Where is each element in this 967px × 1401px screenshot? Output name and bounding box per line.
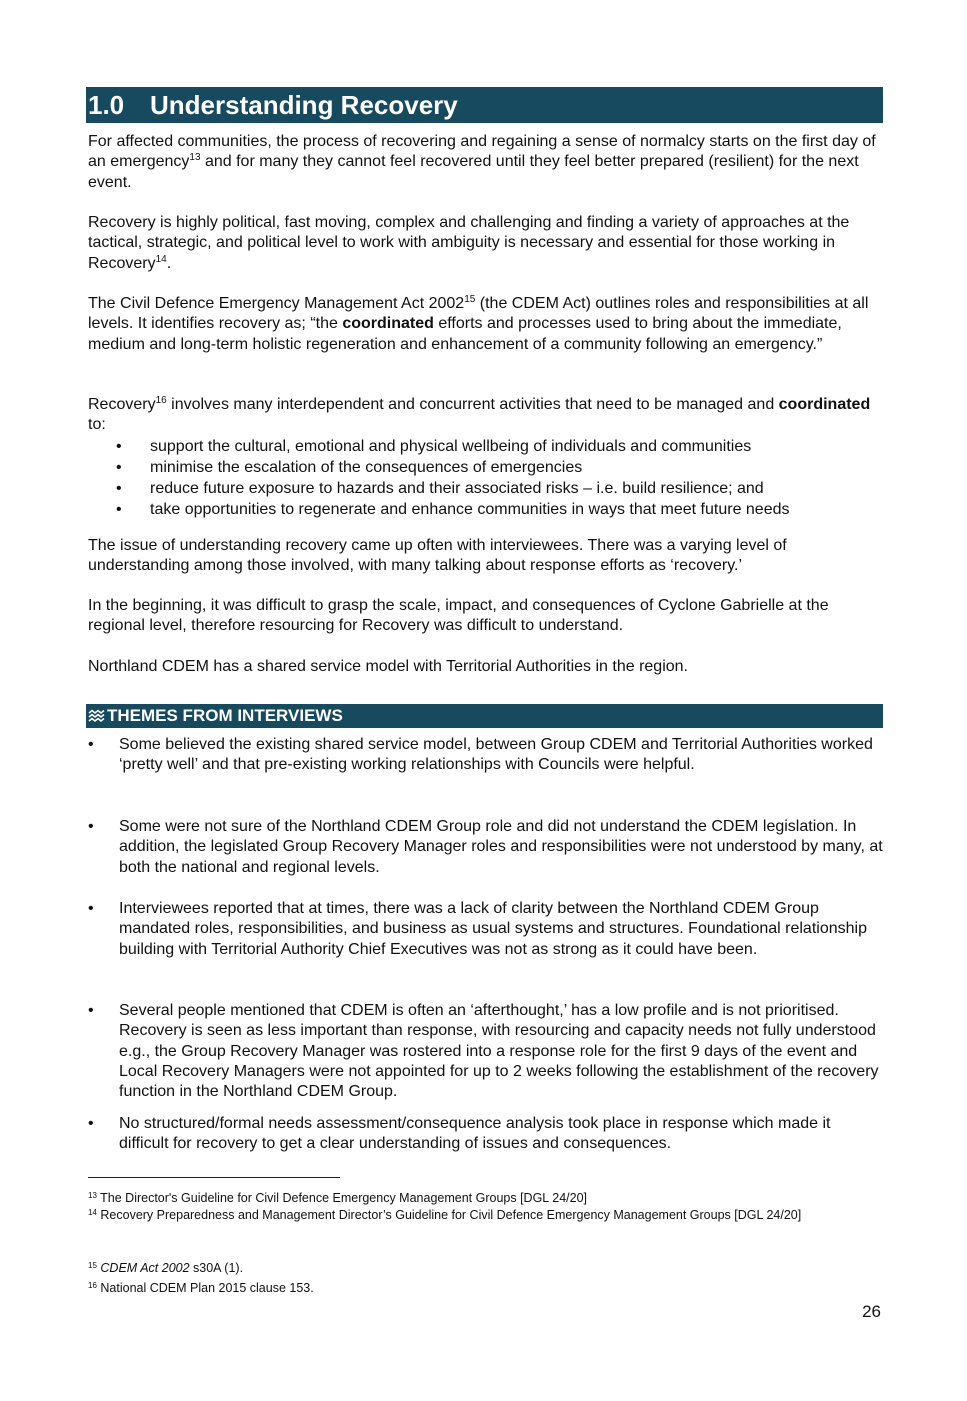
- footnote-divider: [88, 1177, 340, 1178]
- section-number: 1.0: [88, 90, 125, 120]
- themes-list: [88, 1114, 883, 1155]
- intro-paragraph-7: Northland CDEM has a shared service model with Territorial Authorities in the region.: [88, 658, 688, 675]
- footnote-13: $^{13}$ The Director's Guideline for Civil Defence Emergency Management Groups [DGL 24/20]: [88, 1191, 588, 1205]
- intro-paragraph-1: For affected communities, the process of recovering and regaining a sense of normalcy starts on the first day of an emergency$^{13}$ and for many they cannot feel recovered until they feel better prepared (resilient) for the next event.: [88, 133, 876, 191]
- list-item: • Several people mentioned that CDEM is often an ‘afterthought,’ has a low profile and is not prioritised. Recovery is seen as less important than response, with resourcing and capacity needs not fully understood e.g., the Group Recovery Manager was rostered into a response role for the first 9 days of the event and Local Recovery Managers were not appointed for up to 2 weeks following the establishment of the recovery function in the Northland CDEM Group.: [88, 1001, 883, 1102]
- themes-list: [88, 817, 883, 878]
- page-number: 26: [862, 1302, 881, 1321]
- list-item: • support the cultural, emotional and physical wellbeing of individuals and communities: [88, 436, 883, 457]
- waves-icon: [88, 709, 106, 723]
- themes-list: [88, 899, 883, 960]
- recovery-activities-list: [88, 436, 883, 520]
- section-heading: [86, 87, 883, 123]
- themes-heading: [86, 704, 883, 728]
- themes-title: THEMES FROM INTERVIEWS: [107, 706, 343, 725]
- intro-paragraph-3: The Civil Defence Emergency Management Act 2002$^{15}$ (the CDEM Act) outlines roles and responsibilities at all levels. It identifies recovery as; “the coordinated efforts and processes used to bring about the immediate, medium and long-term holistic regeneration and enhancement of a community following an emergency.”: [88, 294, 869, 353]
- list-item: • Interviewees reported that at times, there was a lack of clarity between the Northland CDEM Group mandated roles, responsibilities, and business as usual systems and structures. Foundational relationship building with Territorial Authority Chief Executives was not as strong as it could have been.: [88, 899, 883, 960]
- list-item: • No structured/formal needs assessment/consequence analysis took place in response which made it difficult for recovery to get a clear understanding of issues and consequences.: [88, 1114, 883, 1155]
- footnote-ref-13[interactable]: 13: [189, 152, 201, 164]
- themes-list: [88, 735, 883, 776]
- list-item: • Some were not sure of the Northland CDEM Group role and did not understand the CDEM legislation. In addition, the legislated Group Recovery Manager roles and responsibilities were not understood by many, at both the national and regional levels.: [88, 817, 883, 878]
- footnote-ref-16[interactable]: 16: [155, 395, 167, 406]
- section-title: Understanding Recovery: [150, 90, 458, 120]
- footnote-14: $^{14}$ Recovery Preparedness and Management Director’s Guideline for Civil Defence Emergency Management Groups [DGL 24/20]: [88, 1208, 802, 1222]
- intro-paragraph-4: Recovery$^{16}$ involves many interdependent and concurrent activities that need to be managed and coordinated to: • support the cultural, emotional and physical wellbeing of individuals and communities • minimise the escalation of the consequences of emergencies • reduce future exposure to hazards and their associated risks – i.e. build resilience; and • take opportunities to regenerate and enhance communities in ways that meet future needs: [88, 395, 883, 520]
- footnote-16: $^{16}$ National CDEM Plan 2015 clause 153.: [88, 1281, 314, 1295]
- intro-paragraph-5: The issue of understanding recovery came up often with interviewees. There was a varying level of understanding among those involved, with many talking about response efforts as ‘recovery.’: [88, 537, 787, 575]
- intro-paragraph-2: Recovery is highly political, fast moving, complex and challenging and finding a variety of approaches at the tactical, strategic, and political level to work with ambiguity is necessary and essential for those working in Recovery$^{14}$.: [88, 214, 850, 272]
- intro-paragraph-6: In the beginning, it was difficult to grasp the scale, impact, and consequences of Cyclone Gabrielle at the regional level, therefore resourcing for Recovery was difficult to understand.: [88, 597, 829, 635]
- footnote-ref-14[interactable]: 14: [155, 253, 167, 265]
- list-item: • reduce future exposure to hazards and their associated risks – i.e. build resilience; and: [88, 478, 883, 499]
- list-item: • Some believed the existing shared service model, between Group CDEM and Territorial Authorities worked ‘pretty well’ and that pre-existing working relationships with Councils were helpful.: [88, 735, 883, 776]
- footnote-15: $^{15}$ CDEM Act 2002 s30A (1).: [88, 1261, 244, 1275]
- themes-list: [88, 1001, 883, 1102]
- list-item: • minimise the escalation of the consequences of emergencies: [88, 457, 883, 478]
- footnote-ref-15[interactable]: 15: [464, 294, 476, 305]
- list-item: • take opportunities to regenerate and enhance communities in ways that meet future needs: [88, 499, 883, 520]
